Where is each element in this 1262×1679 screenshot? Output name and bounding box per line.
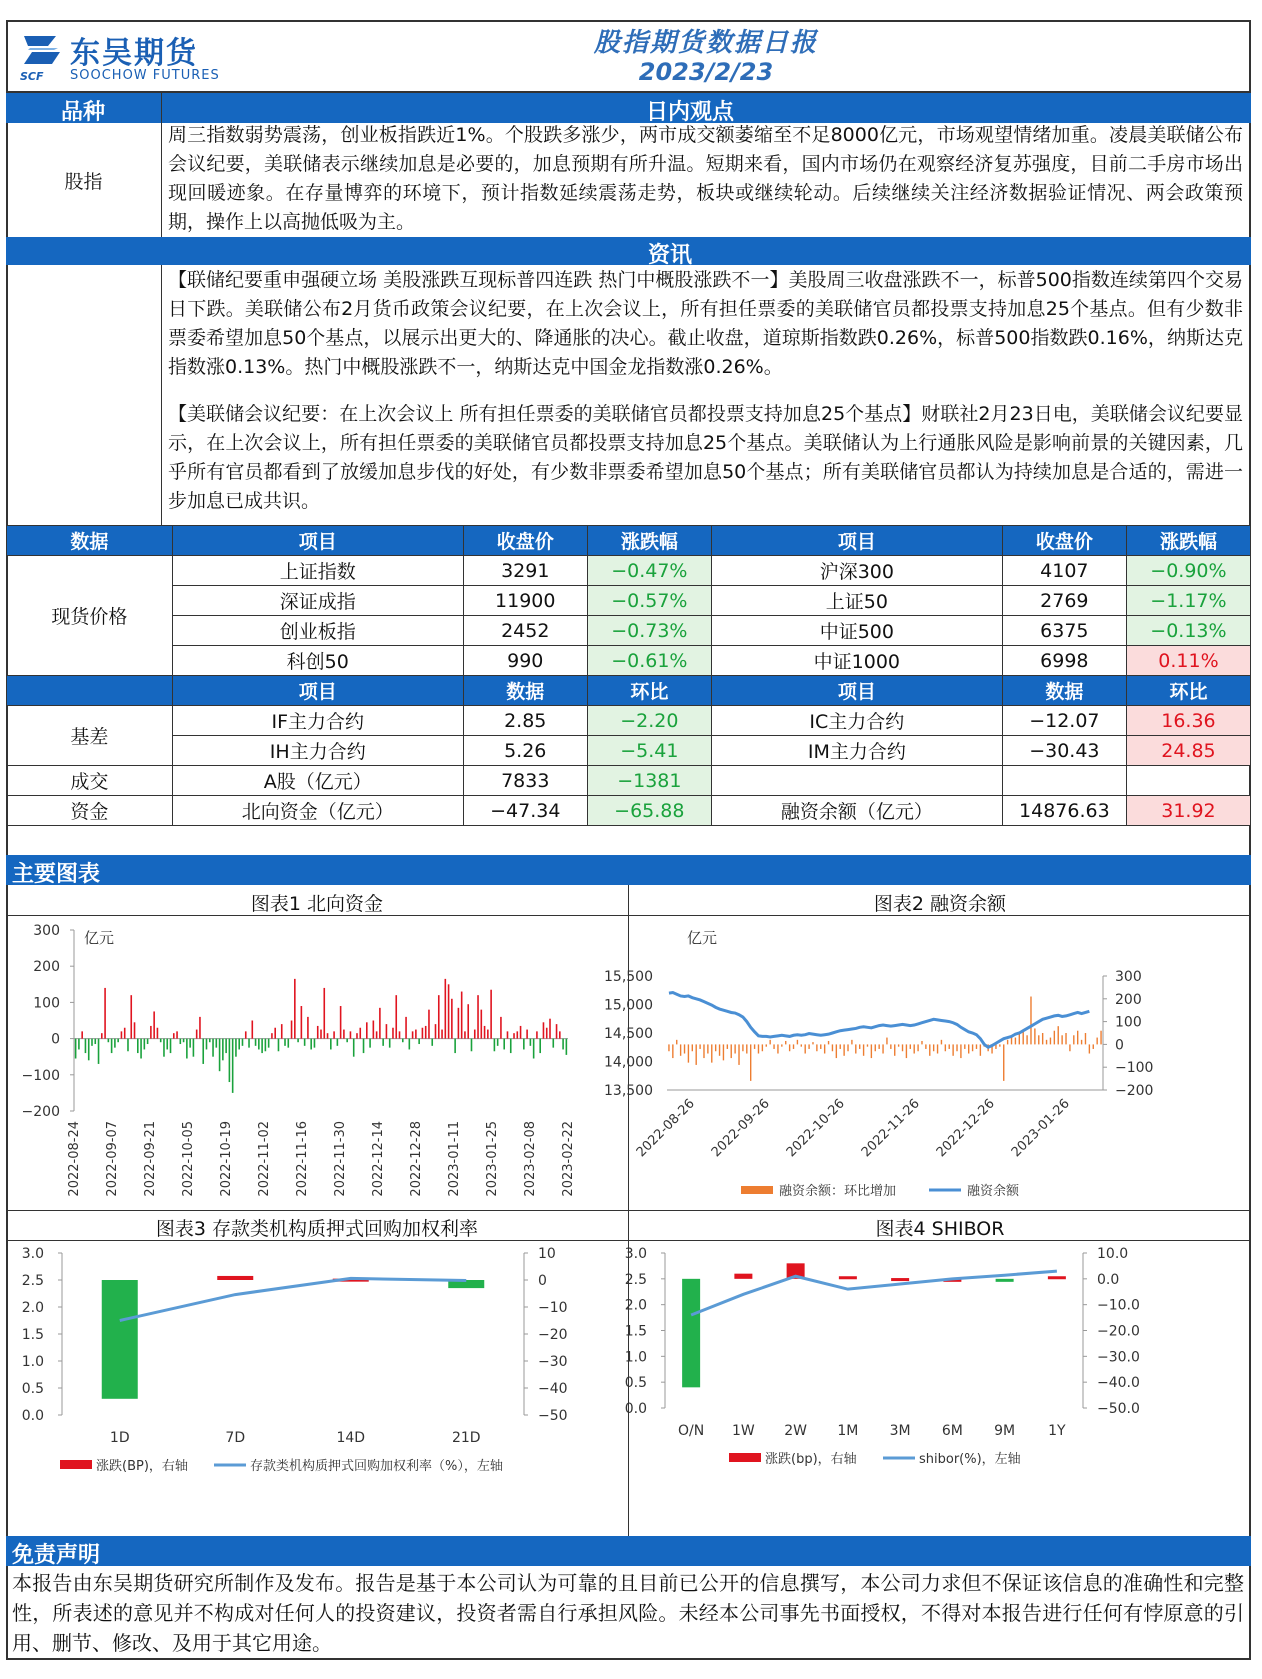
disclaimer-header: 免责声明 (12, 1543, 101, 1568)
y-left-tick-label: 3.0 (624, 1246, 647, 1262)
table-cell: 深证成指 (172, 586, 463, 616)
repo-rate-chart (8, 1243, 626, 1535)
table-cell-change: −0.57% (587, 586, 711, 616)
table-cell-change: 16.36 (1126, 706, 1250, 736)
margin-balance-line (669, 993, 1089, 1048)
legend-swatch-change (741, 1186, 773, 1194)
x-tick-label: 2022-12-28 (409, 1121, 424, 1197)
y-tick-label: −200 (21, 1104, 60, 1120)
table-cell-change: −1381 (587, 766, 711, 796)
y-left-tick-label: 1.5 (624, 1323, 647, 1340)
table-cell: A股（亿元） (172, 766, 463, 796)
y-left-tick-label: 2.5 (21, 1273, 44, 1289)
table-cell: 北向资金（亿元） (172, 796, 463, 826)
x-tick-label: 2022-11-26 (858, 1096, 923, 1161)
table-cell: IC主力合约 (711, 706, 1002, 736)
chart2-title: 图表2 融资余额 (873, 893, 1007, 915)
y-left-tick-label: 2.0 (624, 1297, 647, 1314)
table-header-cell: 数据 (463, 676, 587, 706)
table-cell: 上证50 (711, 586, 1002, 616)
table-header-row (7, 676, 1251, 706)
x-tick-label: 2022-12-14 (371, 1121, 386, 1197)
table-cell-change: −0.90% (1126, 556, 1250, 586)
y-right-tick-label: −10 (538, 1300, 568, 1316)
legend-label-change: 涨跌(BP)，右轴 (96, 1459, 188, 1474)
y-tick-label: 300 (33, 923, 60, 939)
table-cell: 4107 (1002, 556, 1126, 586)
x-tick-label: 2W (784, 1423, 807, 1439)
table-row (7, 646, 1251, 676)
table-cell-change: 24.85 (1126, 736, 1250, 766)
y-left-tick-label: 3.0 (21, 1246, 44, 1262)
y-tick-label: 200 (33, 959, 60, 976)
table-cell: 14876.63 (1002, 796, 1126, 826)
x-tick-label: 2022-10-05 (181, 1121, 196, 1197)
table-cell-change: −0.13% (1126, 616, 1250, 646)
table-header-cell: 数据 (7, 526, 173, 556)
y-right-tick-label: −20.0 (1097, 1323, 1140, 1340)
table-header-cell: 数据 (1002, 676, 1126, 706)
table-cell: 融资余额（亿元） (711, 796, 1002, 826)
table-header-cell: 涨跌幅 (1126, 526, 1250, 556)
y-right-tick-label: 300 (1115, 969, 1142, 985)
northbound-funds-chart (8, 918, 626, 1208)
table-cell-change: −5.41 (587, 736, 711, 766)
table-row (7, 616, 1251, 646)
label-column-divider (161, 93, 162, 526)
y-left-tick-label: 0.0 (624, 1401, 647, 1417)
shibor-chart (624, 1243, 1249, 1535)
report-header (6, 20, 1251, 93)
view-label: 股指 (64, 170, 103, 193)
y-left-tick-label: 1.5 (21, 1327, 44, 1343)
news-header: 资讯 (648, 243, 693, 268)
table-row (7, 586, 1251, 616)
table-header-cell: 涨跌幅 (587, 526, 711, 556)
y-right-tick-label: −30.0 (1097, 1349, 1140, 1366)
table-cell-change: −65.88 (587, 796, 711, 826)
table-cell: 中证500 (711, 616, 1002, 646)
y-left-tick-label: 14,500 (604, 1026, 653, 1042)
spot-label: 现货价格 (7, 556, 173, 676)
logo-en-text: SOOCHOW FUTURES (70, 68, 220, 83)
x-tick-label: 3M (889, 1423, 911, 1439)
y-right-tick-label: −200 (1115, 1083, 1154, 1099)
legend-label-balance: 融资余额 (967, 1184, 1020, 1199)
table-cell: 2.85 (463, 706, 587, 736)
table-cell: 3291 (463, 556, 587, 586)
x-tick-label: 2022-09-21 (143, 1121, 158, 1197)
y-tick-label: 0 (51, 1031, 60, 1048)
table-cell-change: −0.47% (587, 556, 711, 586)
x-tick-label: 1Y (1048, 1423, 1066, 1439)
y-right-tick-label: −40 (538, 1381, 568, 1397)
y-right-tick-label: 10.0 (1097, 1246, 1129, 1262)
legend-swatch-change (729, 1453, 761, 1462)
x-tick-label: 2022-11-30 (333, 1121, 348, 1197)
x-tick-label: 6M (941, 1423, 963, 1439)
table-row (7, 796, 1251, 826)
intraday-header: 日内观点 (646, 100, 735, 125)
table-header-cell (7, 676, 173, 706)
table-header-cell: 项目 (172, 526, 463, 556)
disclaimer-text: 本报告由东吴期货研究所制作及发布。报告是基于本公司认为可靠的且目前已公开的信息撰写，本公司力求但不保证该信息的准确性和完整性，所表述的意见并不构成对任何人的投资建议，投资者需自行承担风险。未经本公司事先书面授权，不得对本报告进行任何有悖原意的引用、删节、修改、及用于其它用途。 (12, 1571, 1244, 1655)
change-bar (734, 1274, 752, 1279)
charts-header-bar (6, 855, 1251, 885)
change-bar (102, 1280, 138, 1399)
market-data-table (6, 525, 1251, 826)
chart3-title: 图表3 存款类机构质押式回购加权利率 (155, 1218, 479, 1240)
y-tick-label: 100 (33, 995, 60, 1012)
table-cell-change: −2.20 (587, 706, 711, 736)
logo-cn-text: 东吴期货 (70, 36, 198, 71)
x-tick-label: 1M (837, 1423, 859, 1439)
x-tick-label: 2022-08-26 (633, 1096, 698, 1161)
table-cell: 科创50 (172, 646, 463, 676)
logo-mark-icon (18, 30, 66, 70)
x-tick-label: 2023-01-25 (485, 1121, 500, 1197)
table-cell: 990 (463, 646, 587, 676)
table-cell-change: −0.61% (587, 646, 711, 676)
x-tick-label: 2022-11-02 (257, 1121, 272, 1197)
chart-grid-rule (6, 1210, 1251, 1211)
table-cell-change: −1.17% (1126, 586, 1250, 616)
legend-label-change: 涨跌(bp)，右轴 (765, 1452, 857, 1467)
table-cell (1126, 766, 1250, 796)
basis-label: 基差 (7, 706, 173, 766)
y-right-tick-label: 200 (1115, 991, 1142, 1008)
view-text: 周三指数弱势震荡，创业板指跌近1%。个股跌多涨少，两市成交额萎缩至不足8000亿元，市场观望情绪加重。凌晨美联储公布会议纪要，美联储表示继续加息是必要的，加息预期有所升温。短期来看，国内市场仍在观察经济复苏强度，目前二手房市场出现回暖迹象。在存量博弈的环境下，预计指数延续震荡走势，板块或继续轮动。后续继续关注经济数据验证情况、两会政策预期，操作上以高抛低吸为主。 (168, 124, 1243, 233)
y-axis-unit: 亿元 (84, 929, 115, 947)
table-cell: 5.26 (463, 736, 587, 766)
logo-scf-text: SCF (20, 70, 44, 83)
y-left-tick-label: 0.0 (21, 1408, 44, 1424)
y-left-tick-label: 14,000 (604, 1054, 653, 1071)
table-cell (711, 766, 1002, 796)
x-tick-label: 7D (225, 1430, 246, 1446)
y-left-tick-label: 0.5 (21, 1381, 44, 1397)
table-row (7, 766, 1251, 796)
news-item-2: 【美联储会议纪要：在上次会议上 所有担任票委的美联储官员都投票支持加息25个基点】财联社2月23日电，美联储会议纪要显示，在上次会议上，所有担任票委的美联储官员都投票支持加息25个基点。美联储认为上行通胀风险是影响前景的关键因素，几乎所有官员都看到了放缓加息步伐的好处，有少数非票委希望加息50个基点；所有美联储官员都认为持续加息是合适的，需进一步加息已成共识。 (168, 403, 1243, 512)
change-bar (996, 1279, 1014, 1282)
table-header-cell: 项目 (711, 676, 1002, 706)
disclaimer-header-bar (6, 1536, 1251, 1566)
x-tick-label: 2023-02-08 (523, 1121, 538, 1197)
margin-balance-chart (604, 918, 1249, 1208)
y-right-tick-label: 0.0 (1097, 1271, 1120, 1288)
change-bar (839, 1276, 857, 1279)
y-left-tick-label: 13,500 (604, 1083, 653, 1099)
y-right-tick-label: 0 (538, 1273, 547, 1289)
table-cell: 6375 (1002, 616, 1126, 646)
news-item-1: 【联储纪要重申强硬立场 美股涨跌互现标普四连跌 热门中概股涨跌不一】美股周三收盘涨跌不一，标普500指数连续第四个交易日下跌。美联储公布2月货币政策会议纪要，在上次会议上，所有担任票委的美联储官员都投票支持加息25个基点。但有少数非票委希望加息50个基点，以展示出更大的、降通胀的决心。截止收盘，道琼斯指数跌0.26%，标普500指数跌0.16%，纳斯达克指数涨0.13%。热门中概股涨跌不一，纳斯达克中国金龙指数涨0.26%。 (168, 269, 1243, 378)
y-left-tick-label: 1.0 (21, 1354, 44, 1370)
y-tick-label: −100 (21, 1067, 60, 1084)
x-tick-label: O/N (678, 1423, 705, 1439)
y-right-tick-label: 0 (1115, 1037, 1124, 1054)
table-row (7, 706, 1251, 736)
table-header-cell: 收盘价 (463, 526, 587, 556)
x-tick-label: 1D (109, 1430, 130, 1446)
table-cell: 上证指数 (172, 556, 463, 586)
change-bar (1048, 1276, 1066, 1279)
x-tick-label: 2022-10-19 (219, 1121, 234, 1197)
table-cell: 2769 (1002, 586, 1126, 616)
table-cell: IF主力合约 (172, 706, 463, 736)
change-bar (217, 1276, 253, 1280)
x-tick-label: 14D (336, 1430, 366, 1446)
y-left-tick-label: 2.5 (624, 1271, 647, 1288)
table-row (7, 736, 1251, 766)
y-left-tick-label: 1.0 (624, 1349, 647, 1366)
x-tick-label: 2022-09-26 (708, 1096, 773, 1161)
legend-label-change: 融资余额：环比增加 (779, 1184, 897, 1199)
table-cell: IM主力合约 (711, 736, 1002, 766)
y-left-tick-label: 2.0 (21, 1300, 44, 1316)
legend-swatch-change (60, 1460, 92, 1469)
table-cell: IH主力合约 (172, 736, 463, 766)
y-right-tick-label: −30 (538, 1354, 568, 1370)
y-right-tick-label: −100 (1115, 1060, 1154, 1077)
y-right-tick-label: −10.0 (1097, 1297, 1140, 1314)
x-tick-label: 21D (451, 1430, 481, 1446)
table-header-row (7, 526, 1251, 556)
table-cell: −12.07 (1002, 706, 1126, 736)
legend-label-rate: 存款类机构质押式回购加权利率（%），左轴 (250, 1459, 503, 1474)
y-right-tick-label: 10 (538, 1246, 556, 1262)
table-cell: 7833 (463, 766, 587, 796)
table-cell: 11900 (463, 586, 587, 616)
table-cell: 2452 (463, 616, 587, 646)
table-header-cell: 环比 (1126, 676, 1250, 706)
x-tick-label: 2022-10-26 (783, 1096, 848, 1161)
y-left-tick-label: 15,500 (604, 969, 653, 985)
table-header-cell: 环比 (587, 676, 711, 706)
table-cell: 中证1000 (711, 646, 1002, 676)
chart1-title: 图表1 北向资金 (250, 893, 384, 915)
x-tick-label: 2023-01-11 (447, 1121, 462, 1197)
table-cell-change: 31.92 (1126, 796, 1250, 826)
table-cell: −30.43 (1002, 736, 1126, 766)
y-left-tick-label: 0.5 (624, 1375, 647, 1392)
table-cell (1002, 766, 1126, 796)
volume-label: 成交 (7, 766, 173, 796)
table-cell: 创业板指 (172, 616, 463, 646)
variety-header: 品种 (61, 100, 106, 125)
y-left-tick-label: 15,000 (604, 997, 653, 1014)
y-right-tick-label: −40.0 (1097, 1375, 1140, 1392)
table-cell-change: −0.73% (587, 616, 711, 646)
legend-label-rate: shibor(%)，左轴 (919, 1452, 1021, 1467)
report-date: 2023/2/23 (638, 58, 774, 86)
table-cell: 6998 (1002, 646, 1126, 676)
table-header-cell: 收盘价 (1002, 526, 1126, 556)
x-tick-label: 2022-09-07 (105, 1121, 120, 1197)
y-right-tick-label: −50 (538, 1408, 568, 1424)
table-cell-change: 0.11% (1126, 646, 1250, 676)
x-tick-label: 2022-08-24 (67, 1121, 82, 1197)
x-tick-label: 1W (732, 1423, 755, 1439)
change-bar (891, 1278, 909, 1281)
report-title: 股指期货数据日报 (593, 28, 818, 58)
change-bar (682, 1279, 700, 1388)
table-row (7, 556, 1251, 586)
x-tick-label: 2023-02-22 (561, 1121, 576, 1197)
x-tick-label: 2022-12-26 (933, 1096, 998, 1161)
y-right-tick-label: 100 (1115, 1014, 1142, 1031)
table-header-cell: 项目 (711, 526, 1002, 556)
x-tick-label: 9M (994, 1423, 1016, 1439)
y-right-tick-label: −20 (538, 1327, 568, 1343)
x-tick-label: 2023-01-26 (1008, 1096, 1073, 1161)
view-header-bar (6, 93, 1251, 123)
charts-header: 主要图表 (12, 862, 101, 887)
table-cell: 沪深300 (711, 556, 1002, 586)
x-tick-label: 2022-11-16 (295, 1121, 310, 1197)
y-axis-unit: 亿元 (687, 929, 718, 947)
chart4-title: 图表4 SHIBOR (875, 1218, 1005, 1240)
rate-line (120, 1278, 467, 1320)
table-cell: −47.34 (463, 796, 587, 826)
table-header-cell: 项目 (172, 676, 463, 706)
fund-label: 资金 (7, 796, 173, 826)
company-logo (18, 28, 228, 88)
y-right-tick-label: −50.0 (1097, 1401, 1140, 1417)
news-header-bar (6, 237, 1251, 268)
